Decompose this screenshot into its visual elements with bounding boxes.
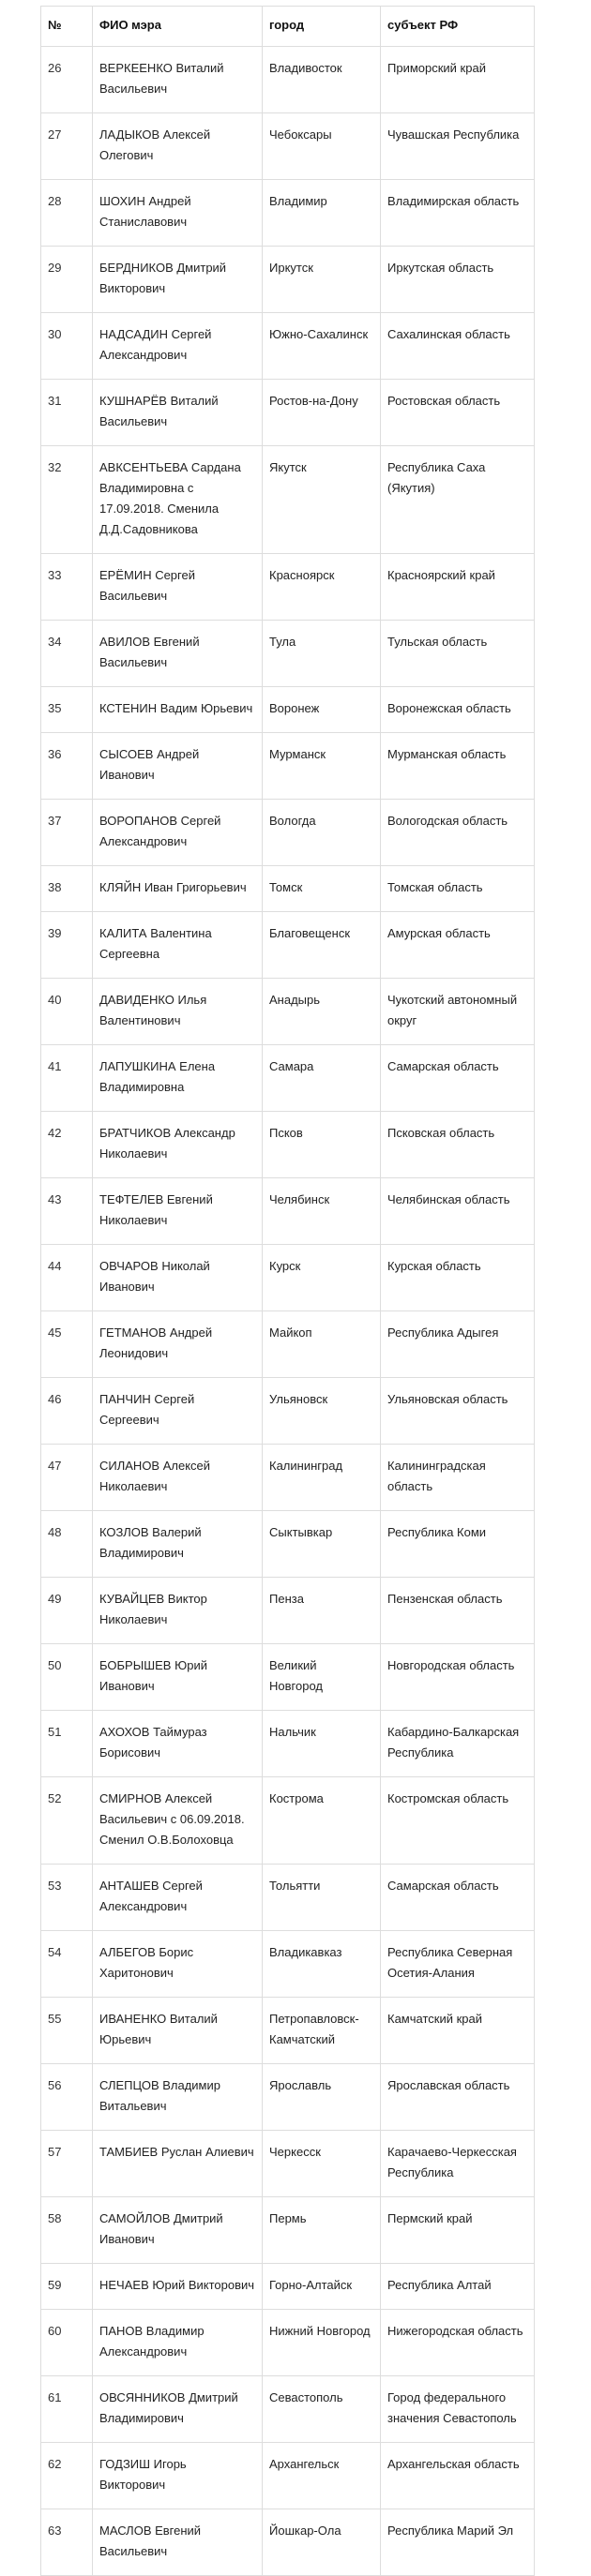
cell-mayor-name: ПАНОВ Владимир Александрович: [93, 2310, 263, 2376]
cell-number: 27: [41, 113, 93, 180]
table-row: [41, 621, 535, 687]
table-row: [41, 1445, 535, 1511]
cell-mayor-name: ИВАНЕНКО Виталий Юрьевич: [93, 1998, 263, 2064]
cell-region: Ростовская область: [381, 380, 535, 446]
cell-region: Костромская область: [381, 1777, 535, 1865]
cell-number: 28: [41, 180, 93, 247]
cell-number: 29: [41, 247, 93, 313]
table-row: [41, 1178, 535, 1245]
cell-city: Анадырь: [263, 979, 381, 1045]
header-row: [41, 7, 535, 47]
cell-city: Красноярск: [263, 554, 381, 621]
cell-region: Амурская область: [381, 912, 535, 979]
cell-number: 44: [41, 1245, 93, 1311]
cell-city: Владимир: [263, 180, 381, 247]
cell-city: Владивосток: [263, 47, 381, 113]
cell-region: Самарская область: [381, 1865, 535, 1931]
table-row: [41, 2376, 535, 2443]
header-number: №: [41, 7, 93, 47]
cell-city: Воронеж: [263, 687, 381, 733]
cell-mayor-name: БЕРДНИКОВ Дмитрий Викторович: [93, 247, 263, 313]
cell-city: Курск: [263, 1245, 381, 1311]
cell-city: Ульяновск: [263, 1378, 381, 1445]
cell-mayor-name: ОВЧАРОВ Николай Иванович: [93, 1245, 263, 1311]
cell-city: Йошкар-Ола: [263, 2509, 381, 2576]
cell-region: Томская область: [381, 866, 535, 912]
cell-region: Красноярский край: [381, 554, 535, 621]
cell-mayor-name: САМОЙЛОВ Дмитрий Иванович: [93, 2197, 263, 2264]
cell-mayor-name: ДАВИДЕНКО Илья Валентинович: [93, 979, 263, 1045]
cell-number: 57: [41, 2131, 93, 2197]
table-row: [41, 1112, 535, 1178]
cell-region: Пермский край: [381, 2197, 535, 2264]
cell-region: Чувашская Республика: [381, 113, 535, 180]
cell-mayor-name: ТЕФТЕЛЕВ Евгений Николаевич: [93, 1178, 263, 1245]
cell-region: Тульская область: [381, 621, 535, 687]
cell-region: Республика Адыгея: [381, 1311, 535, 1378]
table-row: [41, 800, 535, 866]
cell-city: Челябинск: [263, 1178, 381, 1245]
cell-region: Приморский край: [381, 47, 535, 113]
cell-region: Карачаево-Черкесская Республика: [381, 2131, 535, 2197]
table-row: [41, 180, 535, 247]
cell-mayor-name: ГЕТМАНОВ Андрей Леонидович: [93, 1311, 263, 1378]
cell-region: Камчатский край: [381, 1998, 535, 2064]
cell-mayor-name: КАЛИТА Валентина Сергеевна: [93, 912, 263, 979]
cell-mayor-name: ОВСЯННИКОВ Дмитрий Владимирович: [93, 2376, 263, 2443]
table-row: [41, 1777, 535, 1865]
cell-region: Челябинская область: [381, 1178, 535, 1245]
cell-mayor-name: ЛАПУШКИНА Елена Владимировна: [93, 1045, 263, 1112]
cell-number: 47: [41, 1445, 93, 1511]
cell-city: Майкоп: [263, 1311, 381, 1378]
table-header: [41, 7, 535, 47]
cell-region: Самарская область: [381, 1045, 535, 1112]
cell-mayor-name: ШОХИН Андрей Станиславович: [93, 180, 263, 247]
cell-number: 50: [41, 1644, 93, 1711]
cell-region: Воронежская область: [381, 687, 535, 733]
cell-number: 33: [41, 554, 93, 621]
header-region: субъект РФ: [381, 7, 535, 47]
cell-number: 42: [41, 1112, 93, 1178]
table-row: [41, 2264, 535, 2310]
cell-city: Севастополь: [263, 2376, 381, 2443]
table-row: [41, 2443, 535, 2509]
cell-mayor-name: КЛЯЙН Иван Григорьевич: [93, 866, 263, 912]
cell-number: 38: [41, 866, 93, 912]
cell-mayor-name: ВЕРКЕЕНКО Виталий Васильевич: [93, 47, 263, 113]
cell-mayor-name: ЕРЁМИН Сергей Васильевич: [93, 554, 263, 621]
cell-mayor-name: НЕЧАЕВ Юрий Викторович: [93, 2264, 263, 2310]
table-body: [41, 47, 535, 2576]
cell-region: Город федерального значения Севастополь: [381, 2376, 535, 2443]
mayors-table: [40, 6, 535, 2576]
table-row: [41, 47, 535, 113]
table-row: [41, 313, 535, 380]
cell-mayor-name: ВОРОПАНОВ Сергей Александрович: [93, 800, 263, 866]
cell-mayor-name: СЛЕПЦОВ Владимир Витальевич: [93, 2064, 263, 2131]
table-row: [41, 1378, 535, 1445]
cell-number: 53: [41, 1865, 93, 1931]
cell-number: 26: [41, 47, 93, 113]
cell-number: 46: [41, 1378, 93, 1445]
cell-city: Ростов-на-Дону: [263, 380, 381, 446]
cell-number: 37: [41, 800, 93, 866]
cell-mayor-name: ТАМБИЕВ Руслан Алиевич: [93, 2131, 263, 2197]
cell-region: Вологодская область: [381, 800, 535, 866]
cell-mayor-name: БРАТЧИКОВ Александр Николаевич: [93, 1112, 263, 1178]
cell-city: Пенза: [263, 1578, 381, 1644]
cell-mayor-name: КОЗЛОВ Валерий Владимирович: [93, 1511, 263, 1578]
cell-region: Республика Марий Эл: [381, 2509, 535, 2576]
cell-region: Ярославская область: [381, 2064, 535, 2131]
table-row: [41, 2197, 535, 2264]
table-row: [41, 1998, 535, 2064]
cell-number: 58: [41, 2197, 93, 2264]
cell-city: Пермь: [263, 2197, 381, 2264]
table-row: [41, 1644, 535, 1711]
cell-number: 55: [41, 1998, 93, 2064]
table-row: [41, 1578, 535, 1644]
table-row: [41, 2131, 535, 2197]
cell-number: 52: [41, 1777, 93, 1865]
cell-number: 62: [41, 2443, 93, 2509]
cell-region: Псковская область: [381, 1112, 535, 1178]
cell-number: 39: [41, 912, 93, 979]
cell-region: Владимирская область: [381, 180, 535, 247]
cell-region: Новгородская область: [381, 1644, 535, 1711]
cell-city: Южно-Сахалинск: [263, 313, 381, 380]
table-row: [41, 446, 535, 554]
cell-city: Томск: [263, 866, 381, 912]
cell-mayor-name: КУВАЙЦЕВ Виктор Николаевич: [93, 1578, 263, 1644]
cell-number: 32: [41, 446, 93, 554]
cell-region: Кабардино-Балкарская Республика: [381, 1711, 535, 1777]
cell-number: 34: [41, 621, 93, 687]
cell-mayor-name: АЛБЕГОВ Борис Харитонович: [93, 1931, 263, 1998]
cell-region: Мурманская область: [381, 733, 535, 800]
cell-city: Тула: [263, 621, 381, 687]
table-row: [41, 1931, 535, 1998]
cell-city: Вологда: [263, 800, 381, 866]
cell-mayor-name: СЫСОЕВ Андрей Иванович: [93, 733, 263, 800]
cell-city: Великий Новгород: [263, 1644, 381, 1711]
cell-mayor-name: КУШНАРЁВ Виталий Васильевич: [93, 380, 263, 446]
cell-mayor-name: АХОХОВ Таймураз Борисович: [93, 1711, 263, 1777]
cell-city: Тольятти: [263, 1865, 381, 1931]
cell-region: Чукотский автономный округ: [381, 979, 535, 1045]
table-row: [41, 247, 535, 313]
cell-region: Курская область: [381, 1245, 535, 1311]
table-row: [41, 1711, 535, 1777]
table-row: [41, 554, 535, 621]
cell-number: 61: [41, 2376, 93, 2443]
table-row: [41, 979, 535, 1045]
table-row: [41, 1865, 535, 1931]
table-row: [41, 2310, 535, 2376]
cell-region: Сахалинская область: [381, 313, 535, 380]
cell-region: Республика Коми: [381, 1511, 535, 1578]
cell-city: Чебоксары: [263, 113, 381, 180]
cell-mayor-name: АНТАШЕВ Сергей Александрович: [93, 1865, 263, 1931]
cell-number: 56: [41, 2064, 93, 2131]
cell-number: 48: [41, 1511, 93, 1578]
cell-city: Благовещенск: [263, 912, 381, 979]
table-row: [41, 2064, 535, 2131]
cell-mayor-name: СИЛАНОВ Алексей Николаевич: [93, 1445, 263, 1511]
cell-city: Ярославль: [263, 2064, 381, 2131]
cell-region: Пензенская область: [381, 1578, 535, 1644]
cell-region: Нижегородская область: [381, 2310, 535, 2376]
table-row: [41, 1311, 535, 1378]
cell-city: Псков: [263, 1112, 381, 1178]
cell-city: Горно-Алтайск: [263, 2264, 381, 2310]
cell-city: Черкесск: [263, 2131, 381, 2197]
cell-city: Иркутск: [263, 247, 381, 313]
cell-region: Республика Северная Осетия-Алания: [381, 1931, 535, 1998]
table-row: [41, 1045, 535, 1112]
cell-number: 36: [41, 733, 93, 800]
cell-region: Калининградская область: [381, 1445, 535, 1511]
cell-city: Кострома: [263, 1777, 381, 1865]
cell-number: 54: [41, 1931, 93, 1998]
cell-number: 59: [41, 2264, 93, 2310]
table-row: [41, 912, 535, 979]
cell-city: Нижний Новгород: [263, 2310, 381, 2376]
cell-mayor-name: ГОДЗИШ Игорь Викторович: [93, 2443, 263, 2509]
cell-region: Республика Саха (Якутия): [381, 446, 535, 554]
cell-region: Архангельская область: [381, 2443, 535, 2509]
cell-city: Самара: [263, 1045, 381, 1112]
cell-number: 60: [41, 2310, 93, 2376]
cell-city: Якутск: [263, 446, 381, 554]
cell-city: Владикавказ: [263, 1931, 381, 1998]
cell-number: 30: [41, 313, 93, 380]
cell-region: Иркутская область: [381, 247, 535, 313]
cell-number: 43: [41, 1178, 93, 1245]
cell-mayor-name: НАДСАДИН Сергей Александрович: [93, 313, 263, 380]
cell-number: 63: [41, 2509, 93, 2576]
table-row: [41, 1245, 535, 1311]
cell-number: 49: [41, 1578, 93, 1644]
table-row: [41, 687, 535, 733]
cell-number: 51: [41, 1711, 93, 1777]
cell-region: Ульяновская область: [381, 1378, 535, 1445]
cell-city: Петропавловск-Камчатский: [263, 1998, 381, 2064]
cell-mayor-name: АВКСЕНТЬЕВА Сардана Владимировна с 17.09.2018. Сменила Д.Д.Садовникова: [93, 446, 263, 554]
cell-number: 35: [41, 687, 93, 733]
cell-number: 45: [41, 1311, 93, 1378]
cell-city: Мурманск: [263, 733, 381, 800]
cell-mayor-name: БОБРЫШЕВ Юрий Иванович: [93, 1644, 263, 1711]
header-city: город: [263, 7, 381, 47]
table-row: [41, 733, 535, 800]
cell-number: 31: [41, 380, 93, 446]
cell-mayor-name: СМИРНОВ Алексей Васильевич с 06.09.2018. Сменил О.В.Болоховца: [93, 1777, 263, 1865]
cell-mayor-name: ПАНЧИН Сергей Сергеевич: [93, 1378, 263, 1445]
header-mayor-name: ФИО мэра: [93, 7, 263, 47]
cell-city: Нальчик: [263, 1711, 381, 1777]
table-row: [41, 1511, 535, 1578]
cell-number: 40: [41, 979, 93, 1045]
cell-number: 41: [41, 1045, 93, 1112]
cell-mayor-name: КСТЕНИН Вадим Юрьевич: [93, 687, 263, 733]
table-row: [41, 380, 535, 446]
cell-city: Сыктывкар: [263, 1511, 381, 1578]
cell-city: Калининград: [263, 1445, 381, 1511]
cell-mayor-name: МАСЛОВ Евгений Васильевич: [93, 2509, 263, 2576]
cell-mayor-name: ЛАДЫКОВ Алексей Олегович: [93, 113, 263, 180]
cell-region: Республика Алтай: [381, 2264, 535, 2310]
cell-city: Архангельск: [263, 2443, 381, 2509]
table-row: [41, 113, 535, 180]
table-row: [41, 866, 535, 912]
cell-mayor-name: АВИЛОВ Евгений Васильевич: [93, 621, 263, 687]
table-row: [41, 2509, 535, 2576]
